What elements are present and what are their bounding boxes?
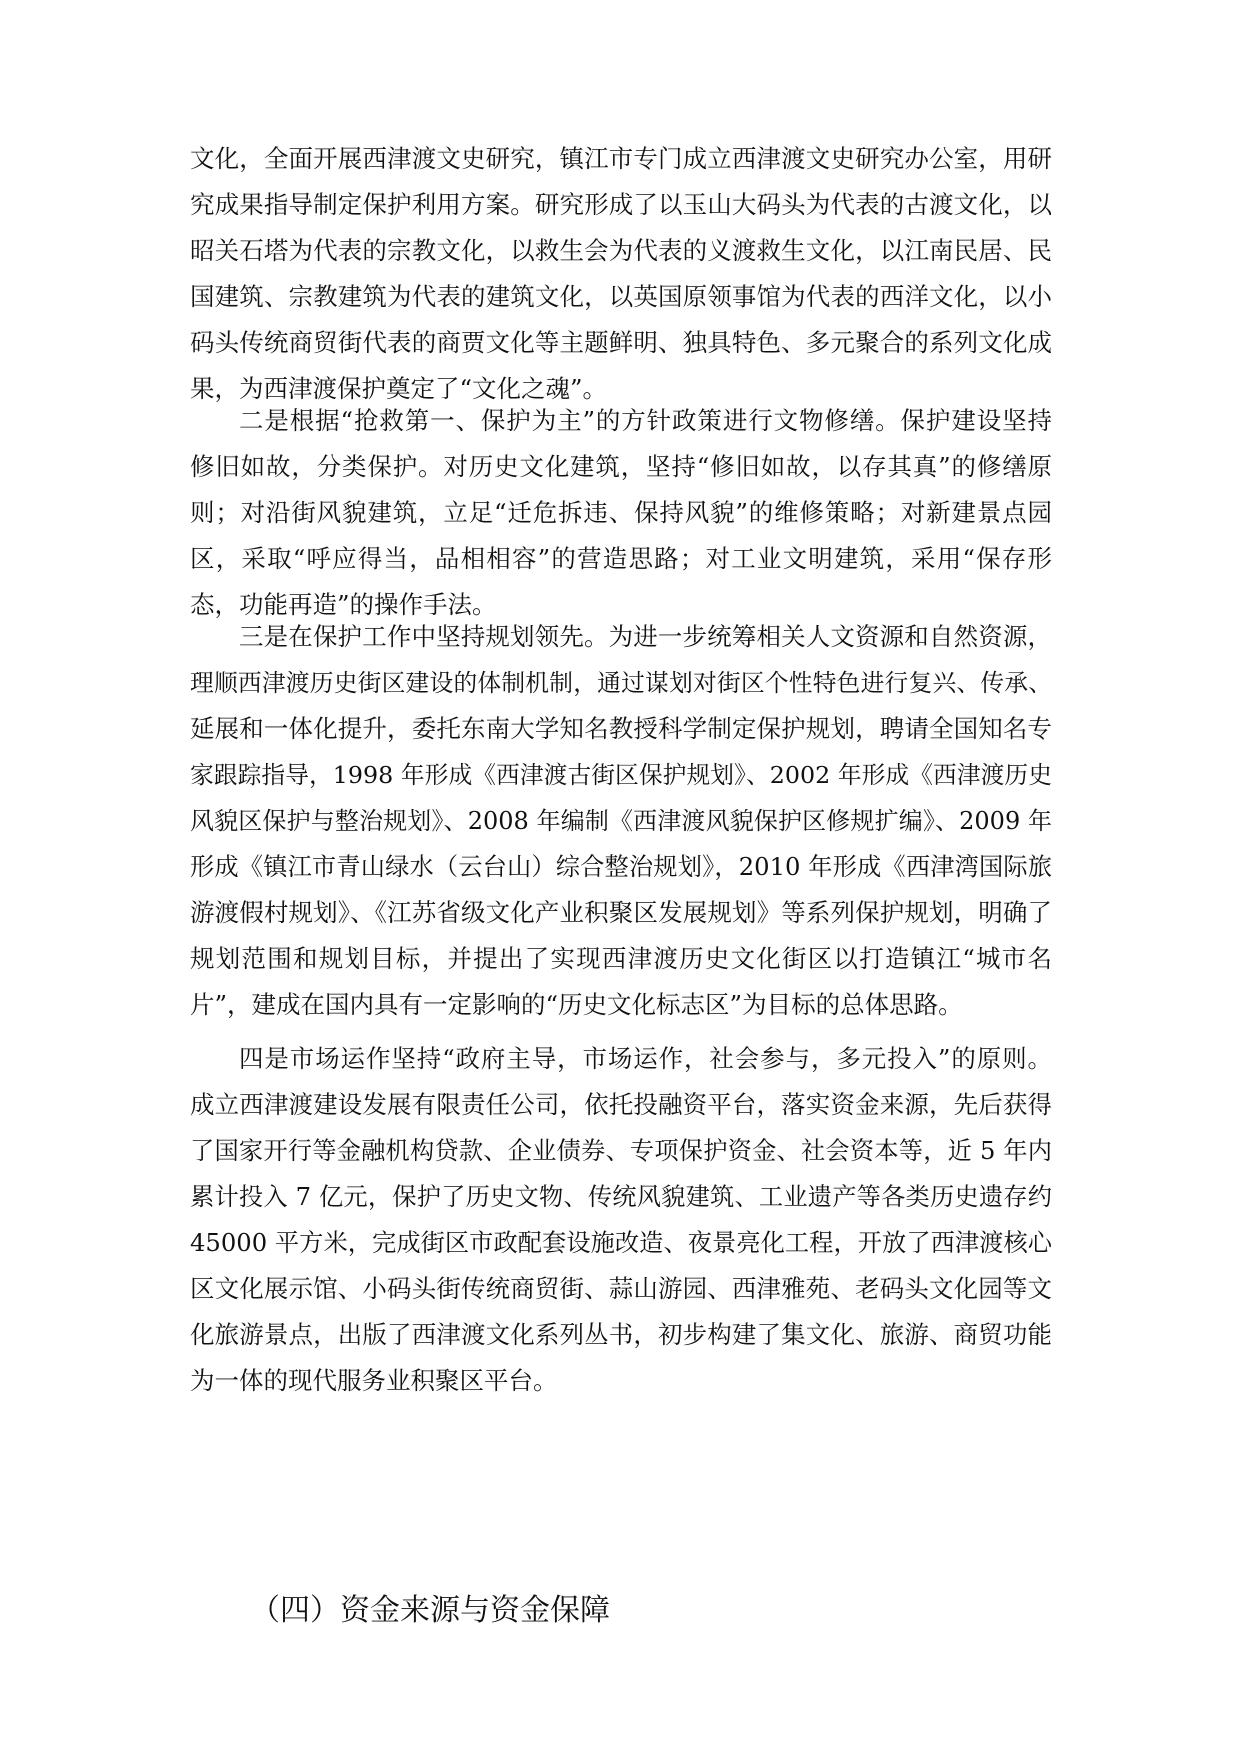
text-line: 成立西津渡建设发展有限责任公司，依托投融资平台，落实资金来源，先后获得 xyxy=(190,1090,1052,1119)
text-line: 二是根据“抢救第一、保护为主”的方针政策进行文物修缮。保护建设坚持 xyxy=(239,406,1052,435)
text-line: 修旧如故，分类保护。对历史文化建筑，坚持“修旧如故，以存其真”的修缮原 xyxy=(190,452,1052,481)
text-line: 了国家开行等金融机构贷款、企业债券、专项保护资金、社会资本等，近 5 年内 xyxy=(190,1136,1052,1165)
text-line: 45000 平方米，完成街区市政配套设施改造、夜景亮化工程，开放了西津渡核心 xyxy=(190,1228,1052,1257)
text-line: 累计投入 7 亿元，保护了历史文物、传统风貌建筑、工业遗产等各类历史遗存约 xyxy=(190,1182,1052,1211)
text-line: 理顺西津渡历史街区建设的体制机制，通过谋划对街区个性特色进行复兴、传承、 xyxy=(190,669,1052,697)
text-line: 化旅游景点，出版了西津渡文化系列丛书，初步构建了集文化、旅游、商贸功能 xyxy=(190,1320,1052,1349)
text-line: 昭关石塔为代表的宗教文化，以救生会为代表的义渡救生文化，以江南民居、民 xyxy=(190,236,1052,265)
section-heading: （四）资金来源与资金保障 xyxy=(250,1593,610,1628)
text-line: 四是市场运作坚持“政府主导，市场运作，社会参与，多元投入”的原则。 xyxy=(239,1044,1052,1073)
text-line: 片”，建成在国内具有一定影响的“历史文化标志区”为目标的总体思路。 xyxy=(190,990,963,1019)
text-line: 延展和一体化提升，委托东南大学知名教授科学制定保护规划，聘请全国知名专 xyxy=(190,714,1052,743)
text-line: 家跟踪指导，1998 年形成《西津渡古街区保护规划》、2002 年形成《西津渡历史 xyxy=(190,761,1052,789)
text-line: 规划范围和规划目标，并提出了实现西津渡历史文化街区以打造镇江“城市名 xyxy=(190,944,1052,973)
text-line: 态，功能再造”的操作手法。 xyxy=(190,590,497,619)
text-line: 究成果指导制定保护利用方案。研究形成了以玉山大码头为代表的古渡文化，以 xyxy=(190,190,1052,219)
text-line: 三是在保护工作中坚持规划领先。为进一步统筹相关人文资源和自然资源， xyxy=(239,622,1052,651)
text-line: 区文化展示馆、小码头街传统商贸街、蒜山游园、西津雅苑、老码头文化园等文 xyxy=(190,1274,1052,1303)
text-line: 区，采取“呼应得当，品相相容”的营造思路；对工业文明建筑，采用“保存形 xyxy=(190,544,1052,573)
text-line: 则；对沿街风貌建筑，立足“迁危拆违、保持风貌”的维修策略；对新建景点园 xyxy=(190,498,1052,527)
text-line: 风貌区保护与整治规划》、2008 年编制《西津渡风貌保护区修规扩编》、2009 年 xyxy=(190,807,1052,835)
text-line: 形成《镇江市青山绿水（云台山）综合整治规划》，2010 年形成《西津湾国际旅 xyxy=(190,852,1052,881)
text-line: 为一体的现代服务业积聚区平台。 xyxy=(190,1366,558,1395)
text-line: 果，为西津渡保护奠定了“文化之魂”。 xyxy=(190,374,608,403)
text-line: 码头传统商贸街代表的商贾文化等主题鲜明、独具特色、多元聚合的系列文化成 xyxy=(190,328,1052,357)
text-line: 国建筑、宗教建筑为代表的建筑文化，以英国原领事馆为代表的西洋文化，以小 xyxy=(190,282,1052,311)
text-line: 游渡假村规划》、《江苏省级文化产业积聚区发展规划》等系列保护规划，明确了 xyxy=(190,898,1052,927)
text-line: 文化，全面开展西津渡文史研究，镇江市专门成立西津渡文史研究办公室，用研 xyxy=(190,144,1052,173)
